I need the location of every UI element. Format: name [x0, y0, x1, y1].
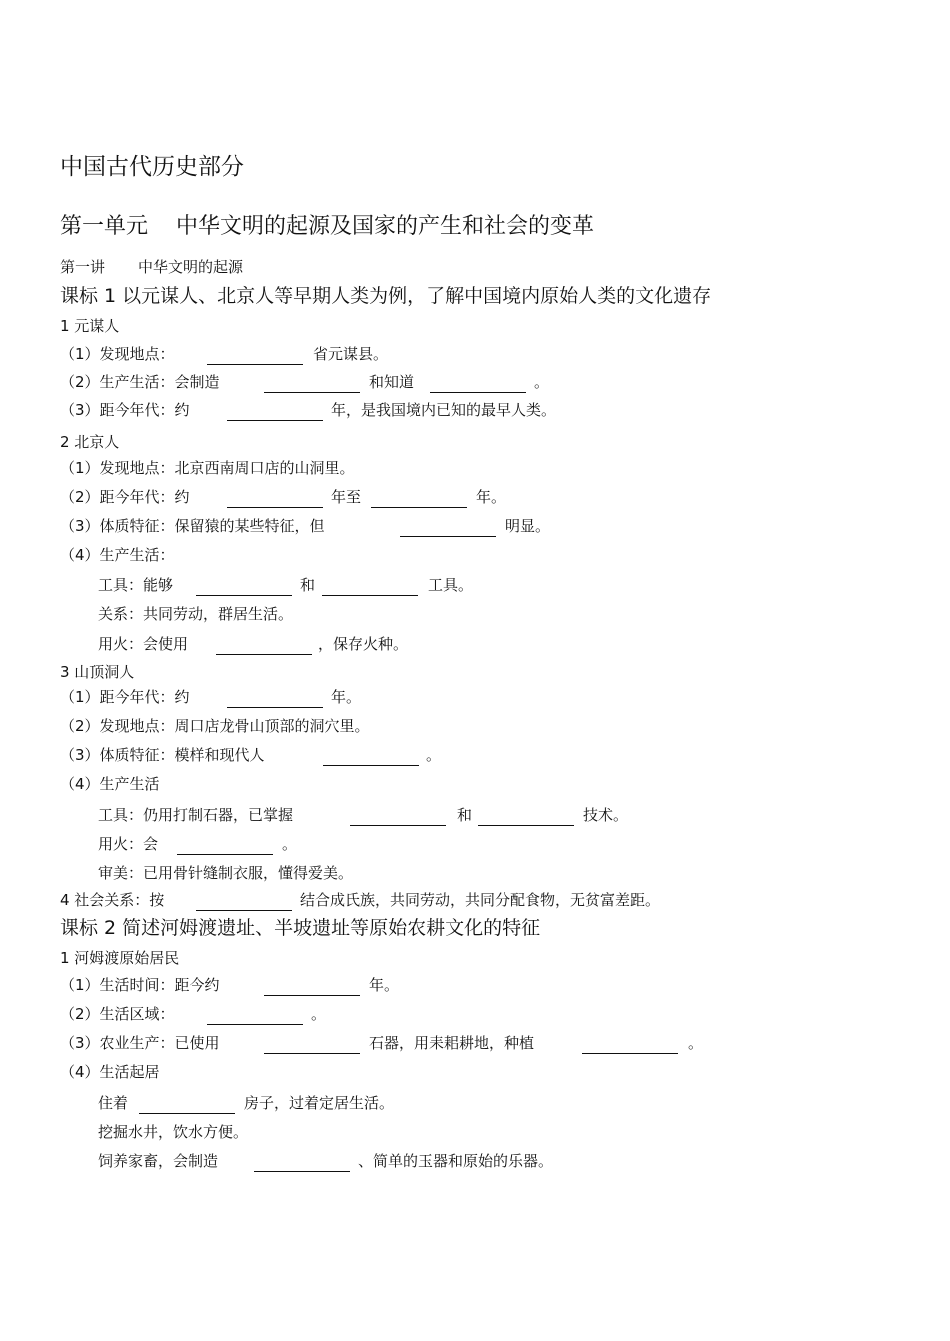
- text-line: 明显。: [505, 517, 551, 535]
- text-line: （2）距今年代：约: [60, 488, 190, 506]
- text-line: （1）距今年代：约: [60, 688, 190, 706]
- fill-blank[interactable]: [227, 420, 323, 421]
- text-line: 审美：已用骨针缝制衣服，懂得爱美。: [98, 864, 354, 882]
- text-line: 年至: [331, 488, 362, 506]
- text-line: 用火：会使用: [98, 635, 189, 653]
- fill-blank[interactable]: [254, 1171, 350, 1172]
- fill-blank[interactable]: [227, 507, 323, 508]
- text-line: 饲养家畜，会制造: [98, 1152, 219, 1170]
- text-line: 。: [426, 746, 442, 764]
- fill-blank[interactable]: [207, 1024, 303, 1025]
- text-line: 结合成氏族，共同劳动，共同分配食物，无贫富差距。: [300, 891, 661, 909]
- fill-blank[interactable]: [177, 854, 273, 855]
- text-line: 年。: [476, 488, 507, 506]
- fill-blank[interactable]: [139, 1113, 235, 1114]
- text-line: （1）发现地点：: [60, 345, 175, 363]
- section-heading: 2 北京人: [60, 433, 120, 451]
- fill-blank[interactable]: [196, 595, 292, 596]
- text-line: 工具。: [428, 576, 474, 594]
- text-line: 省元谋县。: [313, 345, 389, 363]
- text-line: （1）生活时间：距今约: [60, 976, 220, 994]
- lecture-label: 第一讲: [60, 258, 106, 276]
- fill-blank[interactable]: [264, 1053, 360, 1054]
- fill-blank[interactable]: [323, 765, 419, 766]
- fill-blank[interactable]: [478, 825, 574, 826]
- text-line: 住着: [98, 1094, 129, 1112]
- unit-label: 第一单元: [60, 214, 149, 239]
- text-line: 。: [311, 1005, 327, 1023]
- text-line: （2）发现地点：周口店龙骨山顶部的洞穴里。: [60, 717, 370, 735]
- text-line: ，保存火种。: [318, 635, 409, 653]
- text-line: （3）农业生产：已使用: [60, 1034, 220, 1052]
- text-line: （4）生产生活: [60, 775, 160, 793]
- text-line: 和: [457, 806, 473, 824]
- text-line: 年。: [331, 688, 362, 706]
- fill-blank[interactable]: [582, 1053, 678, 1054]
- text-line: 用火：会: [98, 835, 159, 853]
- section-heading: 3 山顶洞人: [60, 663, 135, 681]
- text-line: （4）生产生活：: [60, 546, 175, 564]
- fill-blank[interactable]: [227, 707, 323, 708]
- text-line: 挖掘水井，饮水方便。: [98, 1123, 249, 1141]
- text-line: 和: [300, 576, 316, 594]
- fill-blank[interactable]: [322, 595, 418, 596]
- text-line: 工具：仍用打制石器，已掌握: [98, 806, 294, 824]
- text-line: 工具：能够: [98, 576, 174, 594]
- standard-2-title: 课标 2 简述河姆渡遗址、半坡遗址等原始农耕文化的特征: [60, 917, 541, 939]
- text-line: 石器，用耒耜耕地，种植: [369, 1034, 535, 1052]
- fill-blank[interactable]: [350, 825, 446, 826]
- text-line: （3）体质特征：保留猿的某些特征，但: [60, 517, 325, 535]
- text-line: （3）体质特征：模样和现代人: [60, 746, 265, 764]
- text-line: （2）生产生活：会制造: [60, 373, 220, 391]
- text-line: 房子，过着定居生活。: [244, 1094, 395, 1112]
- page-title: 中国古代历史部分: [60, 154, 244, 180]
- section-heading: 1 河姆渡原始居民: [60, 949, 180, 967]
- fill-blank[interactable]: [264, 995, 360, 996]
- text-line: 。: [534, 373, 550, 391]
- fill-blank[interactable]: [430, 392, 526, 393]
- fill-blank[interactable]: [216, 654, 312, 655]
- text-line: 和知道: [369, 373, 415, 391]
- text-line: 技术。: [583, 806, 629, 824]
- text-line: 关系：共同劳动，群居生活。: [98, 605, 294, 623]
- text-line: 、简单的玉器和原始的乐器。: [358, 1152, 554, 1170]
- section-heading: 1 元谋人: [60, 317, 120, 335]
- text-line: 。: [282, 835, 298, 853]
- text-line: （2）生活区域：: [60, 1005, 175, 1023]
- text-line: 年，是我国境内已知的最早人类。: [331, 401, 557, 419]
- text-line: 年。: [369, 976, 400, 994]
- text-line: （1）发现地点：北京西南周口店的山洞里。: [60, 459, 355, 477]
- text-line: 4 社会关系：按: [60, 891, 165, 909]
- text-line: （4）生活起居: [60, 1063, 160, 1081]
- lecture-title: 中华文明的起源: [138, 258, 244, 276]
- fill-blank[interactable]: [264, 392, 360, 393]
- fill-blank[interactable]: [371, 507, 467, 508]
- fill-blank[interactable]: [400, 536, 496, 537]
- fill-blank[interactable]: [196, 910, 292, 911]
- unit-title: 中华文明的起源及国家的产生和社会的变革: [176, 214, 595, 239]
- fill-blank[interactable]: [207, 364, 303, 365]
- text-line: （3）距今年代：约: [60, 401, 190, 419]
- standard-1-title: 课标 1 以元谋人、北京人等早期人类为例，了解中国境内原始人类的文化遗存: [60, 285, 712, 307]
- text-line: 。: [688, 1034, 704, 1052]
